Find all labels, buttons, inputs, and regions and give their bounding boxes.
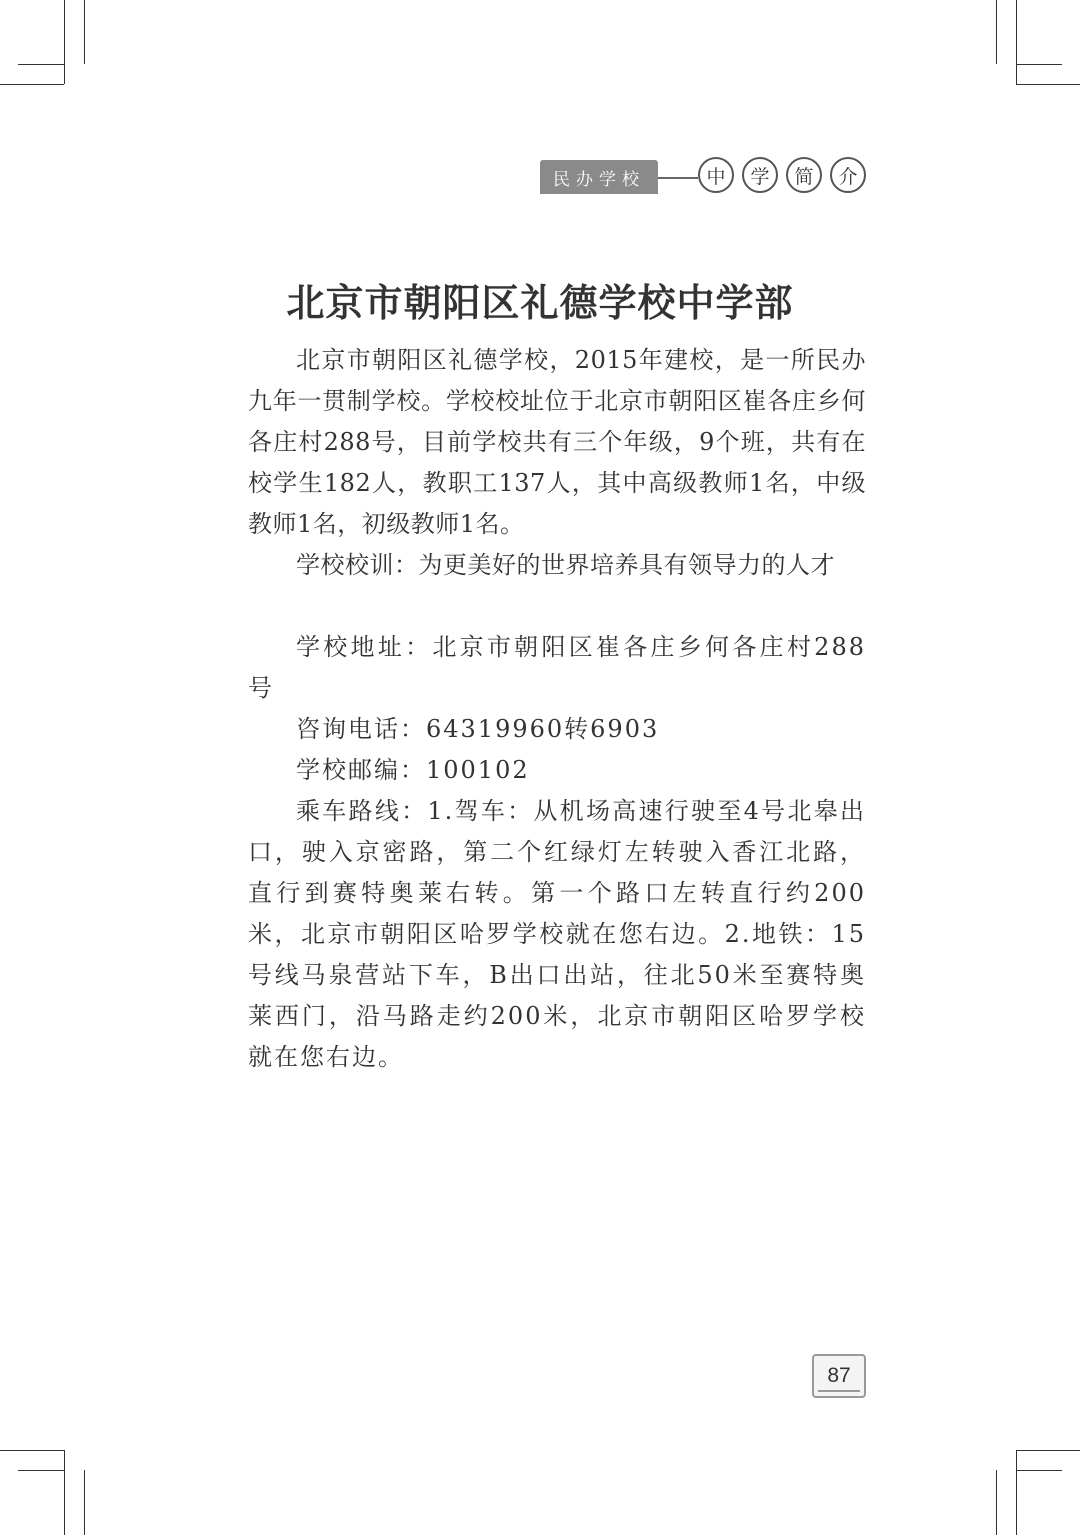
- spacer: [248, 586, 866, 627]
- crop-mark: [1016, 84, 1080, 85]
- crop-mark: [64, 0, 65, 84]
- phone-line: 咨询电话：64319960转6903: [296, 715, 660, 743]
- crop-mark: [1016, 0, 1017, 84]
- crop-mark: [18, 1470, 64, 1471]
- crop-mark: [18, 64, 64, 65]
- page-title: 北京市朝阳区礼德学校中学部: [286, 281, 794, 325]
- chapter-char: 学: [742, 157, 778, 193]
- article-body: [248, 340, 866, 1078]
- chapter-char: 中: [698, 157, 734, 193]
- crop-mark: [1016, 1450, 1017, 1535]
- header-divider: [658, 177, 698, 179]
- crop-mark: [996, 1470, 997, 1535]
- motto-paragraph: 学校校训：为更美好的世界培养具有领导力的人才: [296, 551, 835, 579]
- crop-mark: [0, 1450, 64, 1451]
- contact-info: [248, 627, 866, 1078]
- postcode-line: 学校邮编：100102: [296, 756, 530, 784]
- section-tab: 民办学校: [540, 160, 658, 194]
- crop-mark: [64, 1450, 65, 1535]
- route-paragraph: 乘车路线：1.驾车：从机场高速行驶至4号北皋出口，驶入京密路，第二个红绿灯左转驶入香江北路，直行到赛特奥莱右转。第一个路口左转直行约200米，北京市朝阳区哈罗学校就在您右边。2.地铁：15号线马泉营站下车，B出口出站，往北50米至赛特奥莱西门，沿马路走约200米，北京市朝阳区哈罗学校就在您右边。: [248, 797, 866, 1071]
- crop-mark: [1016, 1470, 1062, 1471]
- chapter-char: 简: [786, 157, 822, 193]
- crop-mark: [84, 0, 85, 64]
- crop-mark: [0, 84, 64, 85]
- crop-mark: [1016, 1450, 1080, 1451]
- chapter-heading: [698, 157, 866, 193]
- crop-mark: [1016, 64, 1062, 65]
- crop-mark: [996, 0, 997, 64]
- address-line: 学校地址：北京市朝阳区崔各庄乡何各庄村288号: [248, 633, 866, 702]
- page-number: 87: [812, 1354, 866, 1398]
- chapter-char: 介: [830, 157, 866, 193]
- intro-paragraph: 北京市朝阳区礼德学校，2015年建校，是一所民办九年一贯制学校。学校校址位于北京市朝阳区崔各庄乡何各庄村288号，目前学校共有三个年级，9个班，共有在校学生182人，教职工137人，其中高级教师1名，中级教师1名，初级教师1名。: [248, 346, 866, 538]
- crop-mark: [84, 1470, 85, 1535]
